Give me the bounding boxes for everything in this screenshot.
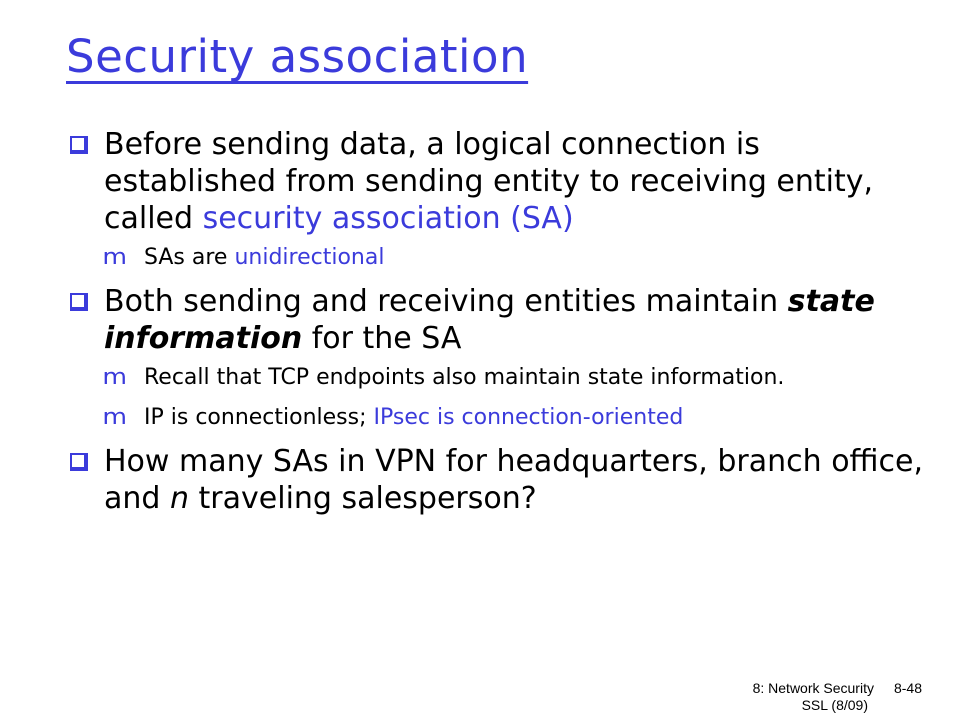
sub-bullet-text: IP is connectionless;: [144, 405, 374, 430]
bullet-vpn-question: [66, 443, 926, 517]
footer-row: [753, 697, 868, 714]
bullet-list: [66, 126, 926, 527]
m-bullet-icon: m: [102, 405, 128, 430]
square-bullet-icon: [70, 453, 88, 471]
slide-title: Security association: [66, 30, 529, 83]
bullet-state-information: [66, 283, 926, 433]
highlight-text: unidirectional: [234, 245, 385, 270]
footer-row: [753, 680, 922, 697]
sub-bullet-text: SAs are: [144, 245, 235, 270]
emphasis-text: state information: [104, 284, 875, 356]
square-bullet-icon: [70, 293, 88, 311]
bullet-text: How many SAs in VPN for headquarters, branch office, and: [104, 444, 924, 516]
sub-list: [104, 363, 926, 433]
m-bullet-icon: m: [102, 365, 128, 390]
m-bullet-icon: m: [102, 245, 128, 270]
italic-text: n: [169, 481, 189, 516]
highlight-text: IPsec is connection-oriented: [373, 405, 684, 430]
footer-subtitle: SSL (8/09): [801, 697, 868, 713]
slide-footer: [753, 680, 922, 714]
sub-list: [104, 243, 926, 273]
square-bullet-icon: [70, 136, 88, 154]
highlight-text: security association (SA): [202, 201, 574, 236]
sub-bullet-unidirectional: [104, 243, 926, 273]
bullet-text: Before sending data, a logical connection is established from sending entity to receiving entity, called: [104, 127, 874, 236]
sub-bullet-tcp-state: [104, 363, 926, 393]
sub-bullet-ipsec-connection: [104, 403, 926, 433]
footer-chapter: 8: Network Security: [752, 680, 874, 696]
bullet-text: traveling salesperson?: [189, 481, 537, 516]
bullet-text: Both sending and receiving entities maintain: [104, 284, 788, 319]
bullet-text: for the SA: [302, 321, 462, 356]
bullet-sa-definition: [66, 126, 926, 273]
sub-bullet-text: Recall that TCP endpoints also maintain state information.: [144, 365, 785, 390]
footer-page-number: 8-48: [893, 680, 922, 696]
